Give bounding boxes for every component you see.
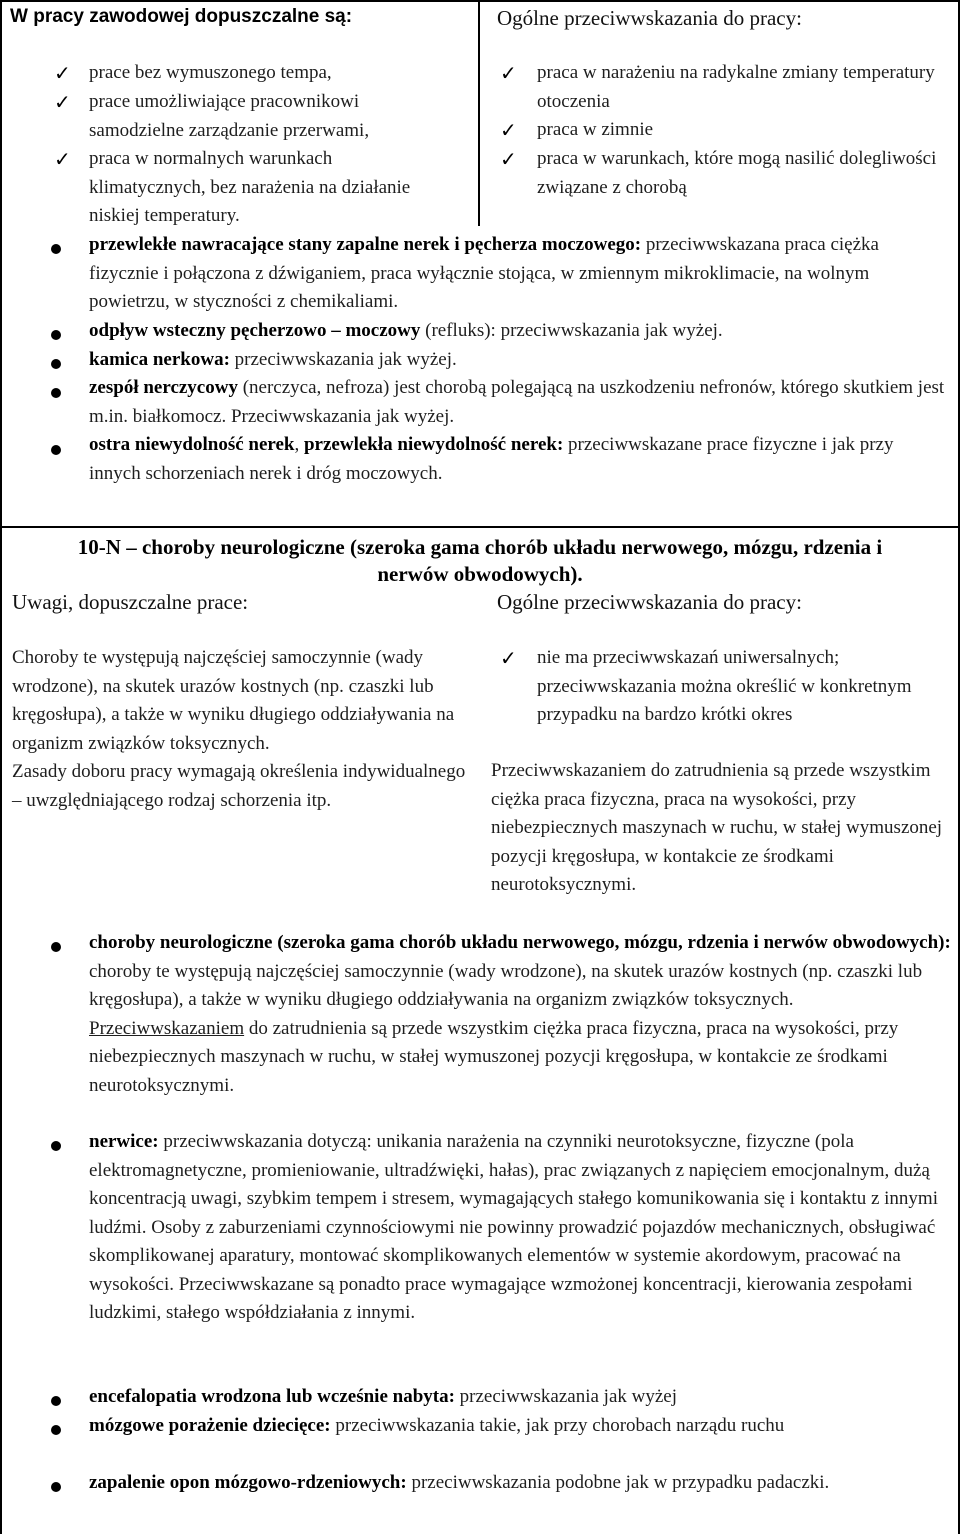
top-bullet-item: przewlekłe nawracające stany zapalne nerek i pęcherza moczowego: przeciwwskazana praca ciężka fizycznie i połączona z dźwiganiem, praca wyłącznie stojąca, w zmiennym mikroklimacie, na wolnym powietrzu, w styczności z chemikaliami. <box>89 234 879 312</box>
check-icon: ✓ <box>54 61 71 85</box>
bullet-icon <box>51 330 61 340</box>
top-column-divider <box>478 0 480 226</box>
bottom-bullet-item: mózgowe porażenie dziecięce: przeciwwskazania takie, jak przy chorobach narządu ruchu <box>89 1415 785 1436</box>
bottom-bullet-item: zapalenie opon mózgowo-rdzeniowych: przeciwwskazania podobne jak w przypadku padaczki. <box>89 1472 830 1493</box>
bullet-icon <box>51 244 61 254</box>
top-bullet-item: odpływ wsteczny pęcherzowo – moczowy (refluks): przeciwwskazania jak wyżej. <box>89 320 723 341</box>
bullet-icon <box>51 1396 61 1406</box>
bullet-icon <box>51 445 61 455</box>
section-heading: 10-N – choroby neurologiczne (szeroka gama chorób układu nerwowego, mózgu, rdzenia i nerwów obwodowych). <box>77 535 883 586</box>
bullet-icon <box>51 942 61 952</box>
left-check-item: prace umożliwiające pracownikowi samodzielne zarządzanie przerwami, <box>89 91 370 141</box>
border-top <box>0 0 960 2</box>
bullet-icon <box>51 388 61 398</box>
border-left <box>0 0 2 1534</box>
section-left-title: Uwagi, dopuszczalne prace: <box>12 590 249 614</box>
check-icon: ✓ <box>500 61 517 85</box>
check-icon: ✓ <box>500 147 517 171</box>
check-icon: ✓ <box>500 118 517 142</box>
top-right-title: Ogólne przeciwwskazania do pracy: <box>497 6 802 30</box>
section-right-text: Przeciwwskazaniem do zatrudnienia są przede wszystkim ciężka praca fizyczna, praca na wysokości, przy niebezpiecznych maszynach w ruchu, w stałej wymuszonej pozycji kręgosłupa, w kontakcie ze środkami neurotoksycznymi. <box>491 760 943 895</box>
bullet-icon <box>51 1482 61 1492</box>
bullet-icon <box>51 1425 61 1435</box>
right-check-item: praca w narażeniu na radykalne zmiany temperatury otoczenia <box>537 62 935 112</box>
check-icon: ✓ <box>54 147 71 171</box>
bottom-bullet-item: nerwice: przeciwwskazania dotyczą: unikania narażenia na czynniki neurotoksyczne, fizyczne (pola elektromagnetyczne, promieniowanie, ultradźwięki, hałas), prac związanych z napięciem emocjonalnym, dużą koncentracją uwagi, szybkim tempem i stresem, wymagających stałego komunikowania się i kontaktu z innymi ludźmi. Osoby z zaburzeniami czynnościowymi nie powinny prowadzić pojazdów mechanicznych, obsługiwać skomplikowanej aparatury, montować skomplikowanych elementów w systemie akordowym, pracować na wysokości. Przeciwwskazane są ponadto prace wymagające wzmożonej koncentracji, kierowania zespołami ludzkimi, stałego współdziałania z innymi. <box>89 1131 938 1323</box>
bottom-bullet-item: encefalopatia wrodzona lub wcześnie nabyta: przeciwwskazania jak wyżej <box>89 1386 678 1407</box>
right-check-item: praca w zimnie <box>537 119 654 140</box>
bottom-bullet-item: choroby neurologiczne (szeroka gama chorób układu nerwowego, mózgu, rdzenia i nerwów obwodowych): choroby te występują najczęściej samoczynnie (wady wrodzone), na skutek urazów kostnych (np. czaszki lub kręgosłupa), a także w wyniku długiego oddziaływania na organizm związków toksycznych. Przeciwwskazaniem do zatrudnienia są przede wszystkim ciężka praca fizyczna, praca na wysokości, przy niebezpiecznych maszynach w ruchu, w stałej wymuszonej pozycji kręgosłupa, w kontakcie ze środkami neurotoksycznymi. <box>89 932 951 1096</box>
top-bullet-item: kamica nerkowa: przeciwwskazania jak wyżej. <box>89 349 457 370</box>
left-check-item: prace bez wymuszonego tempa, <box>89 62 332 83</box>
check-icon: ✓ <box>54 90 71 114</box>
section-divider <box>0 526 960 528</box>
section-right-title: Ogólne przeciwwskazania do pracy: <box>497 590 802 614</box>
top-left-title: W pracy zawodowej dopuszczalne są: <box>10 6 353 27</box>
bullet-icon <box>51 1141 61 1151</box>
bullet-icon <box>51 359 61 369</box>
right-check-item: praca w warunkach, które mogą nasilić dolegliwości związane z chorobą <box>537 148 937 198</box>
section-left-text: Choroby te występują najczęściej samoczynnie (wady wrodzone), na skutek urazów kostnych (np. czaszki lub kręgosłupa), a także w wyniku długiego oddziaływania na organizm związków toksycznych. Zasady doboru pracy wymagają określenia indywidualnego – uwzględniającego rodzaj schorzenia itp. <box>12 647 466 811</box>
left-check-item: praca w normalnych warunkach klimatycznych, bez narażenia na działanie niskiej temperatury. <box>89 148 411 226</box>
top-bullet-item: zespół nerczycowy (nerczyca, nefroza) jest chorobą polegającą na uszkodzeniu nefronów, którego skutkiem jest m.in. białkomocz. Przeciwwskazania jak wyżej. <box>89 377 945 427</box>
check-icon: ✓ <box>500 646 517 670</box>
section-right-check: nie ma przeciwwskazań uniwersalnych; przeciwwskazania można określić w konkretnym przypadku na bardzo krótki okres <box>537 647 912 725</box>
top-bullet-item: ostra niewydolność nerek, przewlekła niewydolność nerek: przeciwwskazane prace fizyczne i jak przy innych schorzeniach nerek i dróg moczowych. <box>89 434 894 484</box>
